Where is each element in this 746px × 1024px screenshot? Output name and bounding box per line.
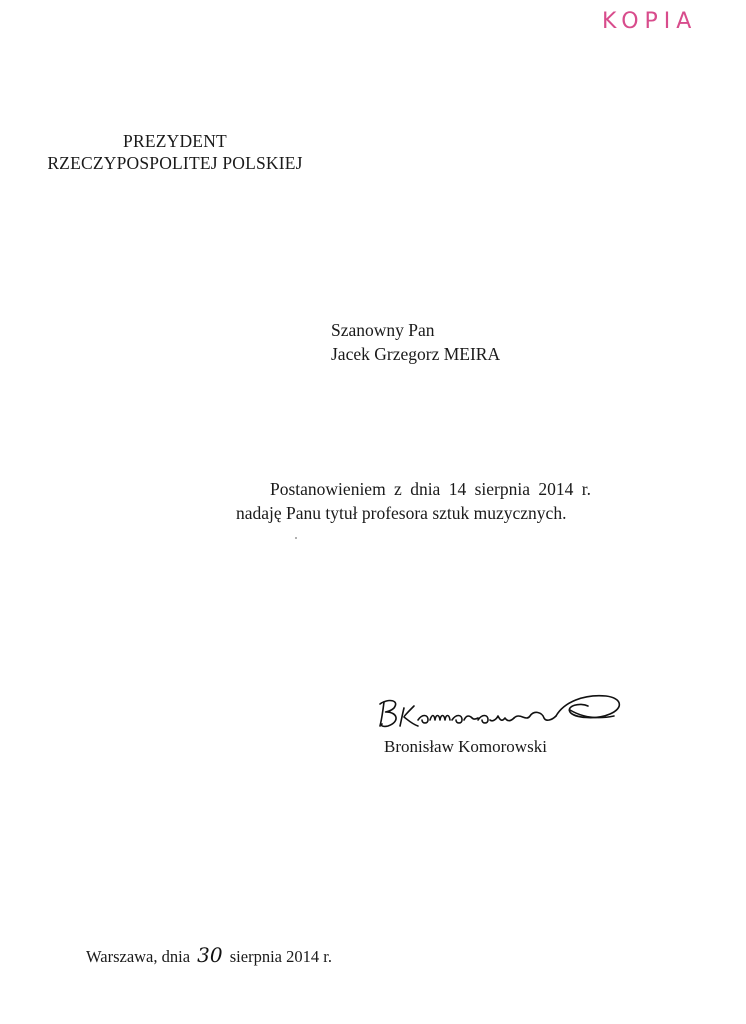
letterhead-subtitle: RZECZYPOSPOLITEJ POLSKIEJ [47,153,303,173]
letterhead [20,130,330,174]
handwritten-signature [374,686,634,734]
salutation: Szanowny Pan [331,320,435,340]
body-line-1: Postanowieniem z dnia 14 sierpnia 2014 r. [270,479,591,499]
copy-stamp: KOPIA [602,9,698,34]
signer-name: Bronisław Komorowski [384,737,547,756]
addressee-block [331,318,500,366]
body-line-2: nadaję Panu tytuł profesora sztuk muzycznych. [236,503,567,523]
date-suffix: sierpnia 2014 r. [229,947,332,966]
letter-body [236,477,644,525]
addressee-name: Jacek Grzegorz MEIRA [331,344,501,364]
date-day-handwritten: 30 [197,943,223,967]
date-line [86,944,332,968]
scan-speck [295,537,297,539]
letterhead-title: PREZYDENT [123,131,227,151]
date-prefix: Warszawa, dnia [86,947,191,966]
